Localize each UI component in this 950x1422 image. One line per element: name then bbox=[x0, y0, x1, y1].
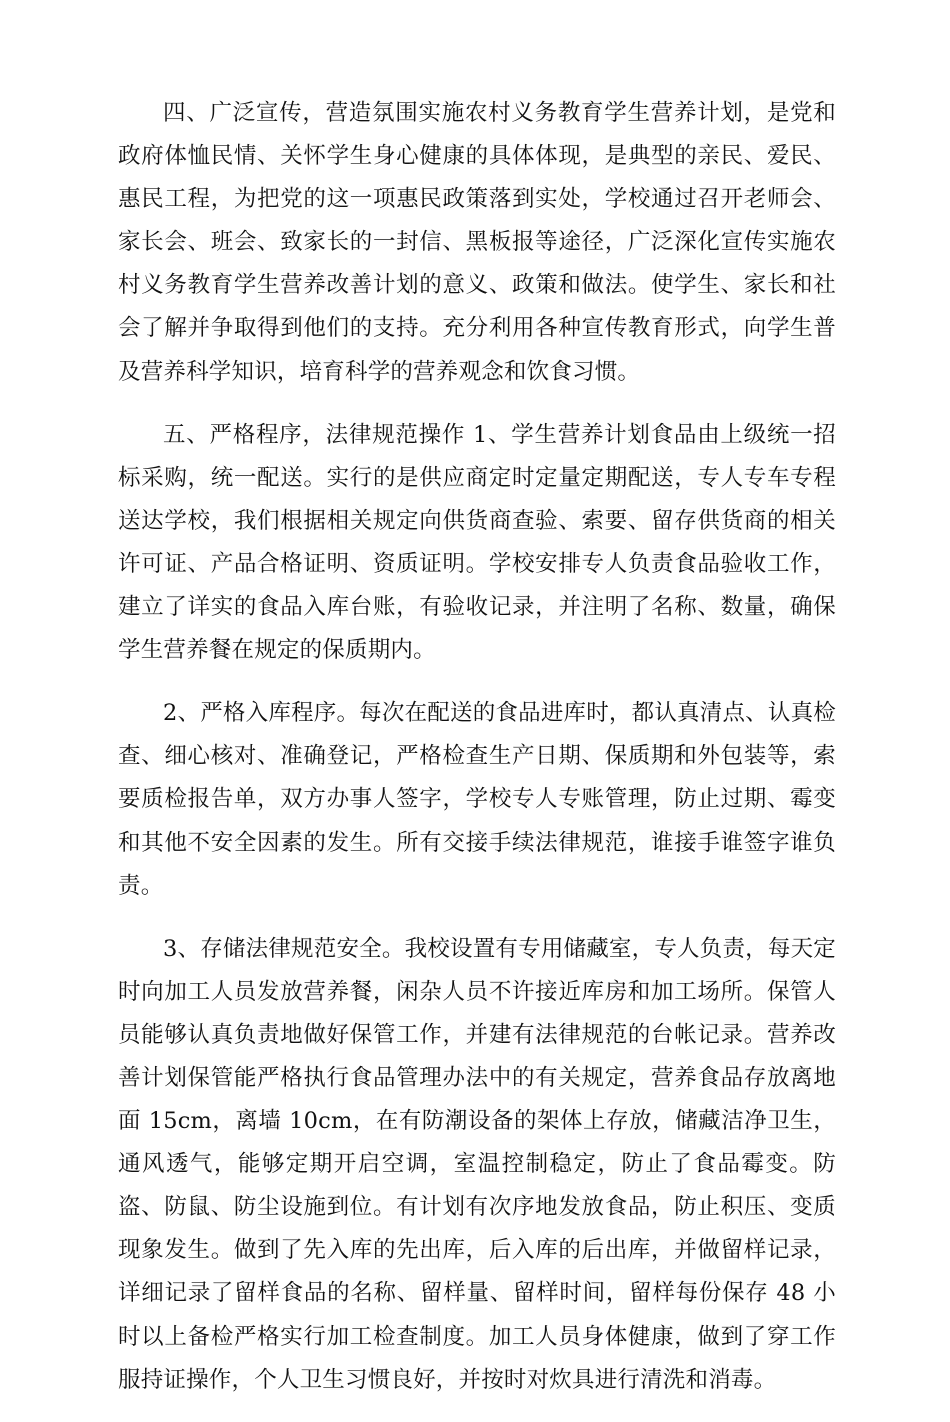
paragraph-storage: 3、存储法律规范安全。我校设置有专用储藏室，专人负责，每天定时向加工人员发放营养餐，闲杂人员不许接近库房和加工场所。保管人员能够认真负责地做好保管工作，并建有法律规范的台帐记录。营养改善计划保管能严格执行食品管理办法中的有关规定，营养食品存放离地面 15cm，离墙 10cm，在有防潮设备的架体上存放，储藏洁净卫生，通风透气，能够定期开启空调，室温控制稳定，防止了食品霉变。防盗、防鼠、防尘设施到位。有计划有次序地发放食品，防止积压、变质现象发生。做到了先入库的先出库，后入库的后出库，并做留样记录，详细记录了留样食品的名称、留样量、留样时间，留样每份保存 48 小时以上备检严格实行加工检查制度。加工人员身体健康，做到了穿工作服持证操作，个人卫生习惯良好，并按时对炊具进行清洗和消毒。 bbox=[118, 935, 836, 1393]
document-body bbox=[118, 92, 836, 1422]
paragraph-publicity: 四、广泛宣传，营造氛围实施农村义务教育学生营养计划，是党和政府体恤民情、关怀学生身心健康的具体体现，是典型的亲民、爱民、惠民工程，为把党的这一项惠民政策落到实处，学校通过召开老师会、家长会、班会、致家长的一封信、黑板报等途径，广泛深化宣传实施农村义务教育学生营养改善计划的意义、政策和做法。使学生、家长和社会了解并争取得到他们的支持。充分利用各种宣传教育形式，向学生普及营养科学知识，培育科学的营养观念和饮食习惯。 bbox=[118, 100, 836, 385]
paragraph-warehousing: 2、严格入库程序。每次在配送的食品进库时，都认真清点、认真检查、细心核对、准确登记，严格检查生产日期、保质期和外包装等，索要质检报告单，双方办事人签字，学校专人专账管理，防止过期、霉变和其他不安全因素的发生。所有交接手续法律规范，谁接手谁签字谁负责。 bbox=[118, 700, 836, 899]
paragraph-strict-procedure: 五、严格程序，法律规范操作 1、学生营养计划食品由上级统一招标采购，统一配送。实行的是供应商定时定量定期配送，专人专车专程送达学校，我们根据相关规定向供货商查验、索要、留存供货商的相关许可证、产品合格证明、资质证明。学校安排专人负责食品验收工作，建立了详实的食品入库台账，有验收记录，并注明了名称、数量，确保学生营养餐在规定的保质期内。 bbox=[118, 421, 836, 664]
